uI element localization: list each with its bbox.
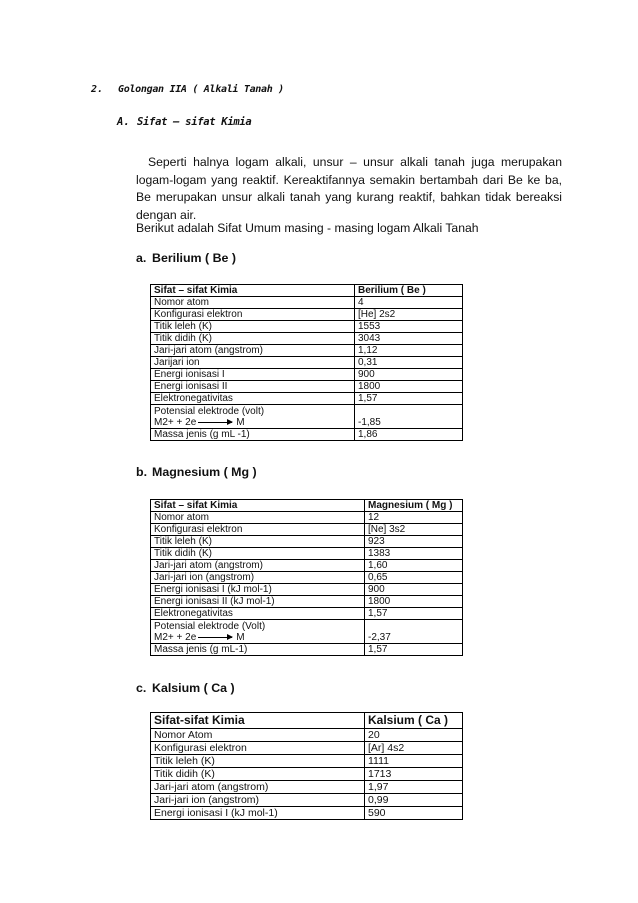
- table-row: [151, 345, 463, 357]
- property-cell: Nomor atom: [151, 297, 355, 309]
- subheading-magnesium: [136, 465, 257, 479]
- value-cell: [Ne] 3s2: [365, 524, 463, 536]
- intro-sentence: Berikut adalah Sifat Umum masing - masing logam Alkali Tanah: [136, 221, 479, 235]
- value-cell: 1,97: [365, 781, 463, 794]
- property-cell: Konfigurasi elektron: [151, 524, 365, 536]
- reaction-right: M: [236, 632, 245, 643]
- header-element: Berilium ( Be ): [355, 285, 463, 297]
- potensial-label: Potensial elektrode (volt): [154, 406, 265, 417]
- property-cell: Titik didih (K): [151, 768, 365, 781]
- value-cell: 1,12: [355, 345, 463, 357]
- table-row: [151, 524, 463, 536]
- value-cell: 1,57: [365, 608, 463, 620]
- table-row: [151, 794, 463, 807]
- value-cell: 590: [365, 807, 463, 820]
- value-cell: 1,86: [355, 429, 463, 441]
- table-row: [151, 807, 463, 820]
- property-cell: Nomor Atom: [151, 729, 365, 742]
- table-row: [151, 309, 463, 321]
- value-cell: 4: [355, 297, 463, 309]
- property-cell: Jari-jari atom (angstrom): [151, 560, 365, 572]
- table-row: [151, 369, 463, 381]
- property-cell: Jari-jari ion (angstrom): [151, 572, 365, 584]
- property-cell: Konfigurasi elektron: [151, 742, 365, 755]
- potensial-reaction: [154, 632, 245, 643]
- value-cell: 0,99: [365, 794, 463, 807]
- property-cell: Energi ionisasi I: [151, 369, 355, 381]
- property-cell: Massa jenis (g mL -1): [151, 429, 355, 441]
- value-cell: 1,57: [355, 393, 463, 405]
- table-row: [151, 393, 463, 405]
- table-header-row: [151, 285, 463, 297]
- table-row: [151, 729, 463, 742]
- header-property: Sifat-sifat Kimia: [151, 713, 365, 729]
- table-row: [151, 297, 463, 309]
- property-cell: Titik leleh (K): [151, 755, 365, 768]
- table-row: [151, 572, 463, 584]
- heading-number: 2.: [91, 84, 104, 95]
- table-row: [151, 742, 463, 755]
- value-cell: 1800: [365, 596, 463, 608]
- value-cell: 1800: [355, 381, 463, 393]
- property-cell: Energi ionisasi II (kJ mol-1): [151, 596, 365, 608]
- value-cell: -2,37: [365, 620, 463, 644]
- heading-title: Golongan IIA ( Alkali Tanah ): [118, 84, 284, 95]
- property-cell: Elektronegativitas: [151, 393, 355, 405]
- intro-paragraph: Seperti halnya logam alkali, unsur – unsur alkali tanah juga merupakan logam-logam yang reaktif. Kereaktifannya semakin bertambah dari Be ke ba, Be merupakan unsur alkali tanah yang kurang reaktif, bahkan tidak bereaksi dengan air.: [136, 155, 562, 222]
- value-cell: 1111: [365, 755, 463, 768]
- property-cell: Massa jenis (g mL-1): [151, 644, 365, 656]
- property-cell: Jarijari ion: [151, 357, 355, 369]
- value-cell: 1553: [355, 321, 463, 333]
- potensial-reaction: [154, 417, 245, 428]
- potensial-label: Potensial elektrode (Volt): [154, 621, 266, 632]
- section-letter: A.: [117, 116, 130, 128]
- property-cell: [151, 405, 355, 429]
- property-cell: Elektronegativitas: [151, 608, 365, 620]
- reaction-left: M2+ + 2e: [154, 632, 197, 643]
- header-element: Magnesium ( Mg ): [365, 500, 463, 512]
- table-row: [151, 781, 463, 794]
- value-cell: 923: [365, 536, 463, 548]
- value-cell: 0,65: [365, 572, 463, 584]
- reaction-left: M2+ + 2e: [154, 417, 197, 428]
- property-cell: Titik didih (K): [151, 548, 365, 560]
- reaction-arrow-icon: [198, 422, 232, 423]
- table-row: [151, 548, 463, 560]
- property-cell: Nomor atom: [151, 512, 365, 524]
- property-cell: [151, 620, 365, 644]
- subheading-title: Berilium ( Be ): [152, 251, 236, 265]
- table-row: [151, 755, 463, 768]
- subheading-title: Magnesium ( Mg ): [152, 465, 257, 479]
- table-row-potensial: [151, 405, 463, 429]
- subheading-kalsium: [136, 681, 235, 695]
- table-row: [151, 536, 463, 548]
- table-row: [151, 512, 463, 524]
- section-title: Sifat – sifat Kimia: [137, 116, 252, 128]
- value-cell: 1383: [365, 548, 463, 560]
- value-cell: 20: [365, 729, 463, 742]
- subheading-letter: a.: [136, 251, 147, 265]
- table-row: [151, 584, 463, 596]
- table-kalsium: [150, 712, 463, 820]
- table-row: [151, 333, 463, 345]
- table-berilium: [150, 284, 463, 441]
- reaction-right: M: [236, 417, 245, 428]
- property-cell: Titik leleh (K): [151, 321, 355, 333]
- value-cell: 12: [365, 512, 463, 524]
- table-row: [151, 608, 463, 620]
- property-cell: Energi ionisasi I (kJ mol-1): [151, 584, 365, 596]
- header-property: Sifat – sifat Kimia: [151, 500, 365, 512]
- header-property: Sifat – sifat Kimia: [151, 285, 355, 297]
- table-magnesium: [150, 499, 463, 656]
- value-cell: 3043: [355, 333, 463, 345]
- property-cell: Jari-jari atom (angstrom): [151, 781, 365, 794]
- subheading-title: Kalsium ( Ca ): [152, 681, 235, 695]
- table-row: [151, 768, 463, 781]
- property-cell: Jari-jari ion (angstrom): [151, 794, 365, 807]
- property-cell: Energi ionisasi II: [151, 381, 355, 393]
- value-cell: 900: [365, 584, 463, 596]
- subheading-berilium: [136, 251, 236, 265]
- table-row: [151, 560, 463, 572]
- value-cell: -1,85: [355, 405, 463, 429]
- property-cell: Energi ionisasi I (kJ mol-1): [151, 807, 365, 820]
- subheading-letter: b.: [136, 465, 148, 479]
- value-cell: 900: [355, 369, 463, 381]
- value-cell: [He] 2s2: [355, 309, 463, 321]
- table-row: [151, 596, 463, 608]
- table-row: [151, 429, 463, 441]
- table-row: [151, 644, 463, 656]
- value-cell: 1713: [365, 768, 463, 781]
- table-header-row: [151, 713, 463, 729]
- property-cell: Titik leleh (K): [151, 536, 365, 548]
- value-cell: 0,31: [355, 357, 463, 369]
- table-row-potensial: [151, 620, 463, 644]
- property-cell: Titik didih (K): [151, 333, 355, 345]
- value-cell: [Ar] 4s2: [365, 742, 463, 755]
- value-cell: 1,60: [365, 560, 463, 572]
- table-row: [151, 381, 463, 393]
- table-row: [151, 321, 463, 333]
- table-header-row: [151, 500, 463, 512]
- table-row: [151, 357, 463, 369]
- property-cell: Jari-jari atom (angstrom): [151, 345, 355, 357]
- property-cell: Konfigurasi elektron: [151, 309, 355, 321]
- value-cell: 1,57: [365, 644, 463, 656]
- subheading-letter: c.: [136, 681, 147, 695]
- header-element: Kalsium ( Ca ): [365, 713, 463, 729]
- reaction-arrow-icon: [198, 637, 232, 638]
